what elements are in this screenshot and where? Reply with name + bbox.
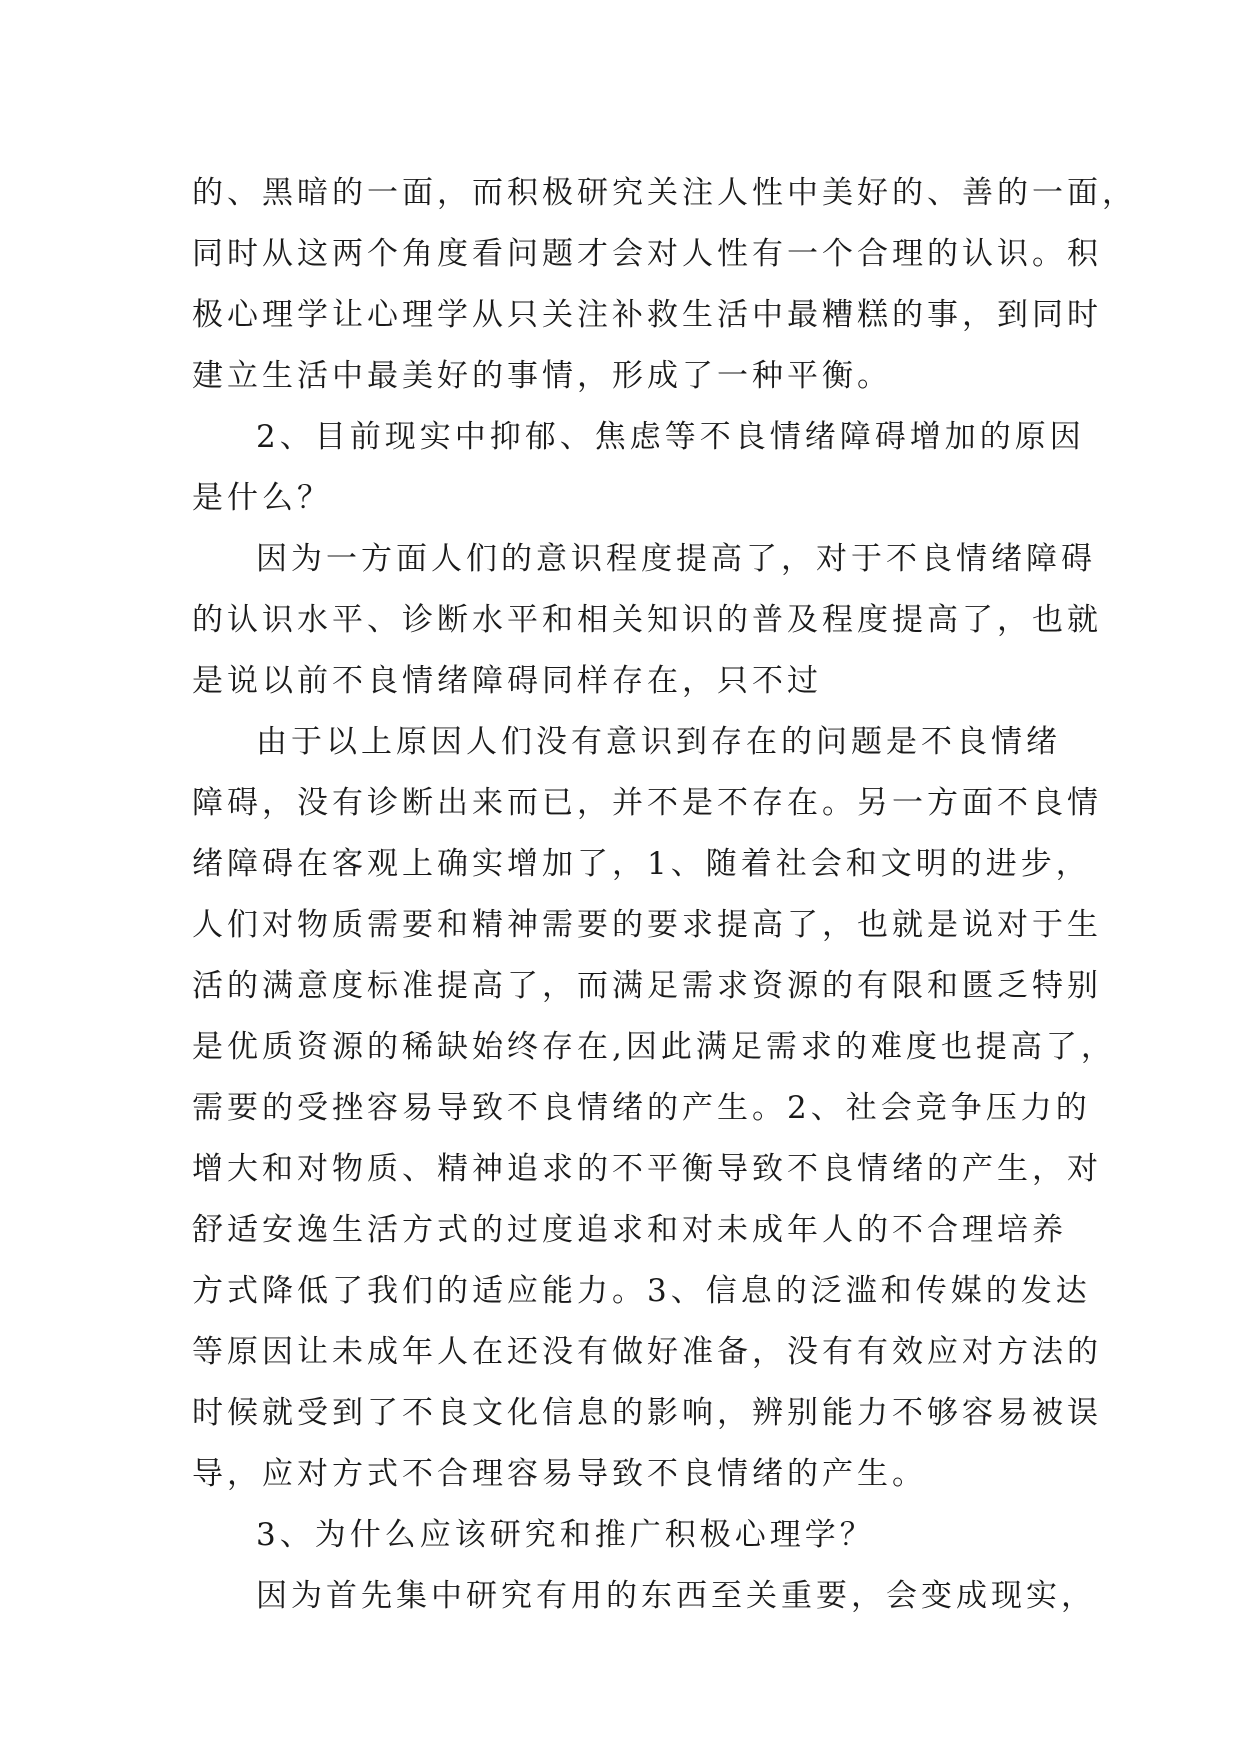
text-line: 是什么？ xyxy=(192,480,332,516)
text-line: 因为首先集中研究有用的东西至关重要，会变成现实， xyxy=(256,1578,1096,1614)
paragraph-p1 xyxy=(192,163,1137,407)
text-line: 的认识水平、诊断水平和相关知识的普及程度提高了，也就 xyxy=(192,602,1102,638)
text-line: 是优质资源的稀缺始终存在,因此满足需求的难度也提高了， xyxy=(192,1029,1116,1065)
text-line: 人们对物质需要和精神需要的要求提高了，也就是说对于生 xyxy=(192,907,1102,943)
text-line: 建立生活中最美好的事情，形成了一种平衡。 xyxy=(192,358,892,394)
text-line: 由于以上原因人们没有意识到存在的问题是不良情绪 xyxy=(256,724,1061,760)
text-line: 是说以前不良情绪障碍同样存在，只不过 xyxy=(192,663,822,699)
text-line: 舒适安逸生活方式的过度追求和对未成年人的不合理培养 xyxy=(192,1212,1067,1248)
document-body xyxy=(192,163,1137,1627)
text-line: 活的满意度标准提高了，而满足需求资源的有限和匮乏特别 xyxy=(192,968,1102,1004)
question-2 xyxy=(192,407,1085,529)
text-line: 2、目前现实中抑郁、焦虑等不良情绪障碍增加的原因 xyxy=(256,419,1085,455)
text-line: 3、为什么应该研究和推广积极心理学？ xyxy=(256,1517,875,1553)
paragraph-p4 xyxy=(192,1566,1096,1627)
text-line: 方式降低了我们的适应能力。3、信息的泛滥和传媒的发达 xyxy=(192,1273,1091,1309)
text-line: 时候就受到了不良文化信息的影响，辨别能力不够容易被误 xyxy=(192,1395,1102,1431)
paragraph-p2 xyxy=(192,529,1102,712)
question-3 xyxy=(192,1505,1052,1566)
text-line: 导，应对方式不合理容易导致不良情绪的产生。 xyxy=(192,1456,927,1492)
text-line: 极心理学让心理学从只关注补救生活中最糟糕的事，到同时 xyxy=(192,297,1102,333)
text-line: 增大和对物质、精神追求的不平衡导致不良情绪的产生，对 xyxy=(192,1151,1102,1187)
text-line: 绪障碍在客观上确实增加了，1、随着社会和文明的进步， xyxy=(192,846,1091,882)
text-line: 的、黑暗的一面，而积极研究关注人性中美好的、善的一面， xyxy=(192,175,1137,211)
paragraph-p3 xyxy=(192,712,1116,1505)
text-line: 需要的受挫容易导致不良情绪的产生。2、社会竞争压力的 xyxy=(192,1090,1091,1126)
text-line: 因为一方面人们的意识程度提高了，对于不良情绪障碍 xyxy=(256,541,1096,577)
text-line: 障碍，没有诊断出来而已，并不是不存在。另一方面不良情 xyxy=(192,785,1102,821)
text-line: 同时从这两个角度看问题才会对人性有一个合理的认识。积 xyxy=(192,236,1102,272)
text-line: 等原因让未成年人在还没有做好准备，没有有效应对方法的 xyxy=(192,1334,1102,1370)
